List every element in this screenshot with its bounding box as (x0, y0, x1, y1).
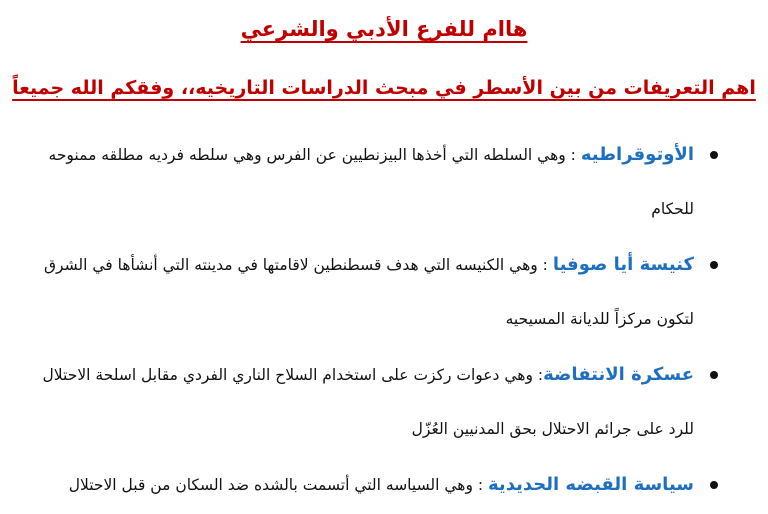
definition-term: كنيسة أيا صوفيا (552, 254, 694, 275)
definition-term: سياسة القبضه الحديدية (488, 474, 694, 495)
definition-text: وهي السلطه التي أخذها البيزنطيين عن الفرس وهي سلطه فرديه مطلقه ممنوحه للحكام (48, 146, 694, 218)
term-separator: : (537, 256, 553, 274)
document-subtitle: اهم التعريفات من بين الأسطر في مبحث الدراسات التاريخيه،، وفقكم الله جميعاً (12, 77, 756, 99)
bullet-icon (710, 261, 718, 269)
bullet-icon (710, 151, 718, 159)
definition-text: وهي الكنيسه التي هدف قسطنطين لاقامتها في مدينته التي أنشأها في الشرق لتكون مركزاً للديانة المسيحيه (44, 256, 694, 328)
list-item (38, 458, 718, 512)
term-separator: : (565, 146, 581, 164)
document-title: هاام للفرع الأدبي والشرعي (240, 17, 528, 41)
definition-text: وهي السياسه التي أتسمت بالشده ضد السكان من قبل الاحتلال (68, 476, 473, 494)
definition-text: وهي دعوات ركزت على استخدام السلاح الناري الفردي مقابل اسلحة الاحتلال للرد على جرائم الاحتلال بحق المدنيين العُزّل (42, 366, 694, 438)
list-item (38, 128, 718, 236)
bullet-icon (710, 371, 718, 379)
list-item (38, 348, 718, 456)
bullet-icon (710, 481, 718, 489)
definitions-list (38, 128, 718, 514)
definition-term: عسكرة الانتفاضة (543, 364, 694, 385)
list-item (38, 238, 718, 346)
term-separator: : (532, 366, 544, 384)
definition-term: الأوتوقراطيه (580, 144, 694, 165)
term-separator: : (472, 476, 489, 494)
